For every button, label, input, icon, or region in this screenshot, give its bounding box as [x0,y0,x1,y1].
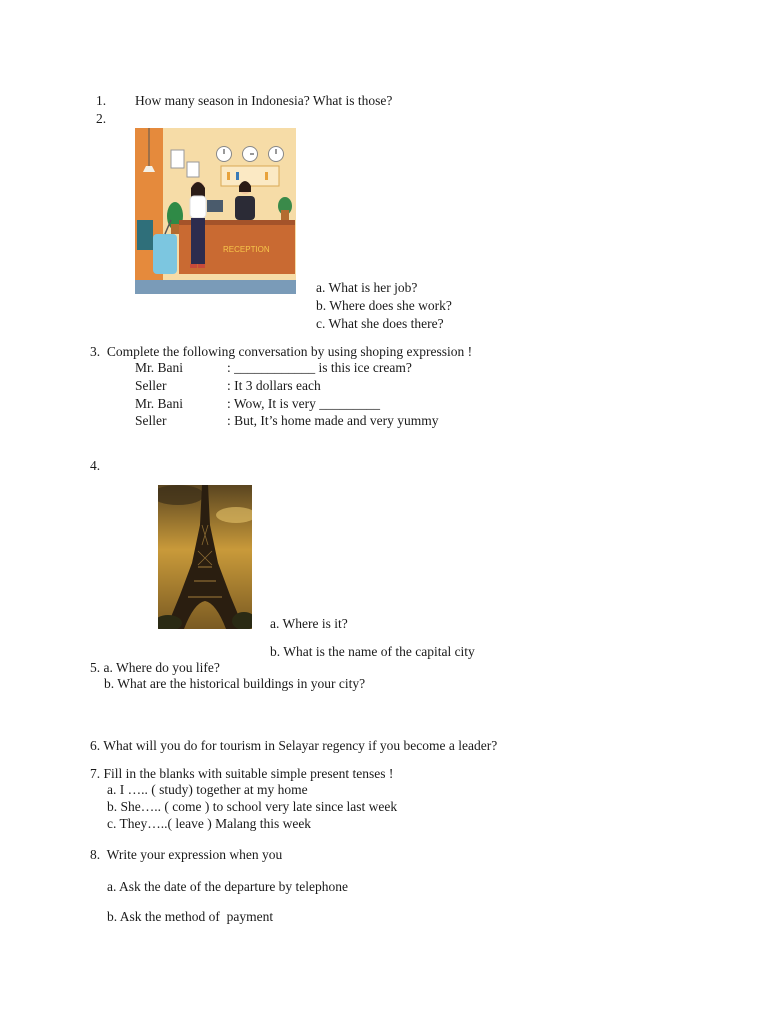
q4-option-b: b. What is the name of the capital city [270,644,475,659]
q7-option-b: b. She….. ( come ) to school very late since last week [107,799,398,814]
q3-speaker: Mr. Bani [135,360,184,375]
q8-heading: 8. Write your expression when you [90,847,283,862]
q7-heading: 7. Fill in the blanks with suitable simple present tenses ! [90,766,394,781]
q1-number: 1. [96,93,107,108]
q7-option-a: a. I ….. ( study) together at my home [107,782,308,797]
q3-speaker: Seller [135,378,167,393]
q4-option-a: a. Where is it? [270,616,348,631]
q5-option-a: 5. a. Where do you life? [90,660,220,675]
q5-option-b: b. What are the historical buildings in your city? [104,676,366,691]
q3-speaker: Seller [135,413,167,428]
q3-line: : Wow, It is very _________ [227,396,381,411]
q3-heading: 3. Complete the following conversation by using shoping expression ! [90,344,473,359]
q3-line: : But, It’s home made and very yummy [227,413,439,428]
q6-text: 6. What will you do for tourism in Selayar regency if you become a leader? [90,738,498,753]
q7-option-c: c. They…..( leave ) Malang this week [107,816,312,831]
q2-option-c: c. What she does there? [316,316,444,331]
q8-option-b: b. Ask the method of payment [107,909,274,924]
q4-number: 4. [90,458,101,473]
q8-option-a: a. Ask the date of the departure by telephone [107,879,349,894]
q3-line: : It 3 dollars each [227,378,321,393]
q1-text: How many season in Indonesia? What is those? [135,93,393,108]
eiffel-tower-photo [158,485,252,629]
q2-number: 2. [96,111,107,126]
reception-illustration [135,128,296,294]
q3-line: : ____________ is this ice cream? [227,360,412,375]
q3-speaker: Mr. Bani [135,396,184,411]
q2-option-b: b. Where does she work? [316,298,452,313]
reception-sign: RECEPTION [223,245,270,254]
q2-option-a: a. What is her job? [316,280,418,295]
